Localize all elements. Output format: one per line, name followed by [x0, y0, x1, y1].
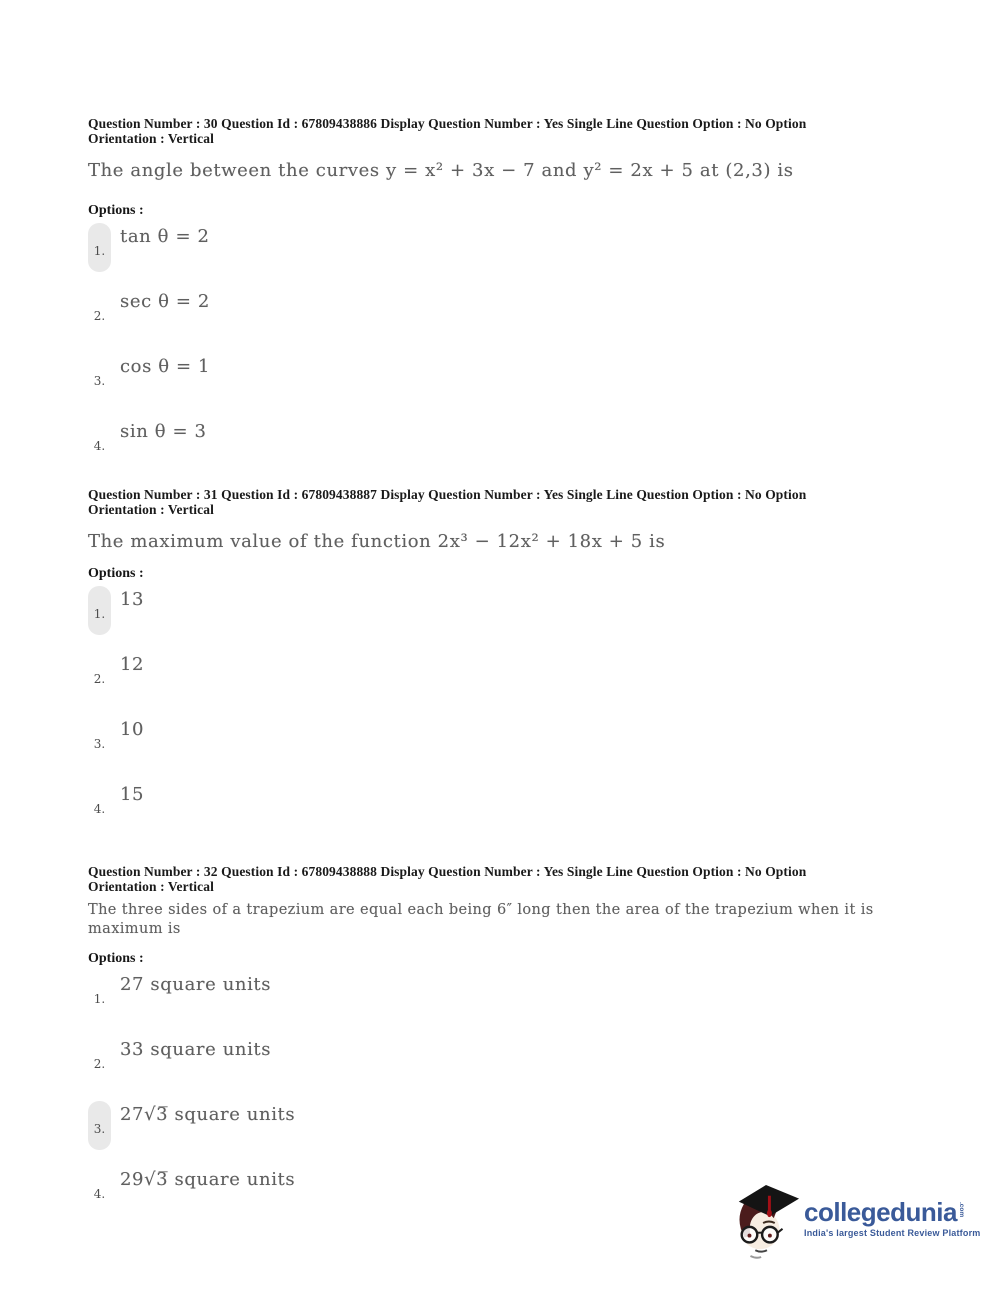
option-number-pill	[88, 781, 111, 830]
question-text: The angle between the curves y = x² + 3x − 7 and y² = 2x + 5 at (2,3) is	[88, 160, 794, 181]
question-text: The three sides of a trapezium are equal each being 6″ long then the area of the trapezium when it is maximum is	[88, 902, 874, 937]
option-number: 3.	[93, 1121, 106, 1136]
options-label: Options :	[88, 203, 144, 218]
option-text: 10	[120, 719, 145, 740]
mascot-icon	[731, 1184, 801, 1265]
option-number: 1.	[93, 243, 106, 258]
option-row	[88, 586, 900, 635]
option-text: 15	[120, 784, 145, 805]
question-meta-line2: Orientation : Vertical	[88, 131, 214, 146]
brand-text: collegedunia	[804, 1197, 957, 1227]
option-text: sec θ = 2	[120, 291, 210, 312]
option-number-pill	[88, 223, 111, 272]
option-number: 1.	[93, 606, 106, 621]
option-number: 2.	[93, 308, 106, 323]
question-block-31	[88, 487, 900, 846]
option-number-pill	[88, 288, 111, 337]
option-number: 2.	[93, 671, 106, 686]
logo-text-column	[804, 1184, 980, 1238]
option-number-pill	[88, 586, 111, 635]
option-row	[88, 353, 900, 402]
question-meta	[88, 864, 900, 894]
option-number: 4.	[93, 801, 106, 816]
option-row	[88, 1101, 900, 1150]
option-number-pill	[88, 1166, 111, 1215]
question-meta-line2: Orientation : Vertical	[88, 879, 214, 894]
option-number: 3.	[93, 373, 106, 388]
collegedunia-logo	[731, 1184, 993, 1262]
option-number-pill	[88, 1101, 111, 1150]
option-number-pill	[88, 1036, 111, 1085]
option-row	[88, 418, 900, 467]
option-number-pill	[88, 353, 111, 402]
option-number-pill	[88, 716, 111, 765]
option-row	[88, 1036, 900, 1085]
brand-tagline: India's largest Student Review Platform	[804, 1228, 981, 1238]
option-text: 33 square units	[120, 1039, 272, 1060]
option-number-pill	[88, 971, 111, 1020]
question-meta-line1: Question Number : 31 Question Id : 67809438887 Display Question Number : Yes Single Line Question Option : No Option	[88, 487, 807, 502]
option-text: cos θ = 1	[120, 356, 211, 377]
options-label: Options :	[88, 951, 144, 966]
option-text: tan θ = 2	[120, 226, 210, 247]
brand-tld: .com	[957, 1202, 965, 1218]
option-number-pill	[88, 651, 111, 700]
option-number: 4.	[93, 438, 106, 453]
option-row	[88, 223, 900, 272]
question-meta	[88, 487, 900, 517]
option-number: 1.	[93, 991, 106, 1006]
question-text: The maximum value of the function 2x³ − 12x² + 18x + 5 is	[88, 531, 666, 552]
option-number-pill	[88, 418, 111, 467]
option-row	[88, 971, 900, 1020]
question-meta-line1: Question Number : 32 Question Id : 67809438888 Display Question Number : Yes Single Line Question Option : No Option	[88, 864, 807, 879]
option-text: 27√3̅ square units	[120, 1104, 296, 1125]
option-text: 27 square units	[120, 974, 272, 995]
option-number: 4.	[93, 1186, 106, 1201]
option-text: sin θ = 3	[120, 421, 207, 442]
option-number: 3.	[93, 736, 106, 751]
option-number: 2.	[93, 1056, 106, 1071]
option-row	[88, 288, 900, 337]
question-meta	[88, 116, 900, 146]
question-meta-line1: Question Number : 30 Question Id : 67809438886 Display Question Number : Yes Single Line Question Option : No Option	[88, 116, 807, 131]
options-label: Options :	[88, 566, 144, 581]
option-text: 13	[120, 589, 145, 610]
option-row	[88, 651, 900, 700]
option-row	[88, 716, 900, 765]
question-block-30	[88, 116, 900, 483]
question-meta-line2: Orientation : Vertical	[88, 502, 214, 517]
option-text: 12	[120, 654, 145, 675]
option-text: 29√3̅ square units	[120, 1169, 296, 1190]
question-block-32	[88, 864, 900, 1231]
option-row	[88, 781, 900, 830]
